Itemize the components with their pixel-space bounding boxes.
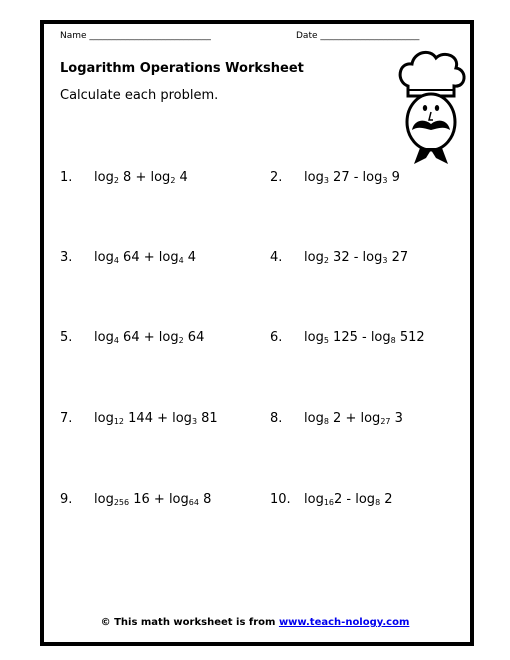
problem-3 [60,250,196,265]
problem-number: 2. [270,170,283,185]
problem-2 [270,170,400,185]
problem-number: 3. [60,250,73,265]
problem-expression: $\log_4 64 + \log_4 4$ [94,250,197,265]
problem-expression: $\log_2 32 - \log_3 27$ [304,250,409,265]
problem-9 [60,492,211,507]
problem-expression: $\log_8 2 + \log_{27} 3$ [304,411,403,426]
problem-expression: $\log_{16}2 - \log_8 2$ [304,492,393,507]
problem-number: 5. [60,330,73,345]
problem-expression: $\log_3 27 - \log_3 9$ [304,170,400,185]
problem-5 [60,330,204,345]
problem-1 [60,170,188,185]
problem-6 [270,330,425,345]
problem-expression: $\log_4 64 + \log_2 64$ [94,330,205,345]
problem-number: 4. [270,250,283,265]
footer-link[interactable]: www.teach-nology.com [278,617,410,628]
problem-number: 1. [60,170,73,185]
footer-credit [0,617,510,628]
problem-number: 10. [270,492,291,507]
chef-icon [394,46,468,170]
problem-expression: $\log_{256} 16 + \log_{64} 8$ [94,492,212,507]
problem-number: 6. [270,330,283,345]
date-field[interactable]: Date ______________________ [296,31,420,41]
instructions: Calculate each problem. [60,88,219,103]
problem-4 [270,250,408,265]
footer-text: © This math worksheet is from [100,617,279,628]
problem-expression: $\log_{12} 144 + \log_3 81$ [94,411,218,426]
problem-number: 8. [270,411,283,426]
problem-10 [270,492,393,507]
name-field[interactable]: Name ___________________________ [60,31,211,41]
problem-number: 9. [60,492,73,507]
problem-8 [270,411,403,426]
problem-7 [60,411,218,426]
problem-number: 7. [60,411,73,426]
problem-expression: $\log_2 8 + \log_2 4$ [94,170,188,185]
problem-expression: $\log_5 125 - \log_8 512$ [304,330,425,345]
worksheet-title: Logarithm Operations Worksheet [60,61,304,76]
